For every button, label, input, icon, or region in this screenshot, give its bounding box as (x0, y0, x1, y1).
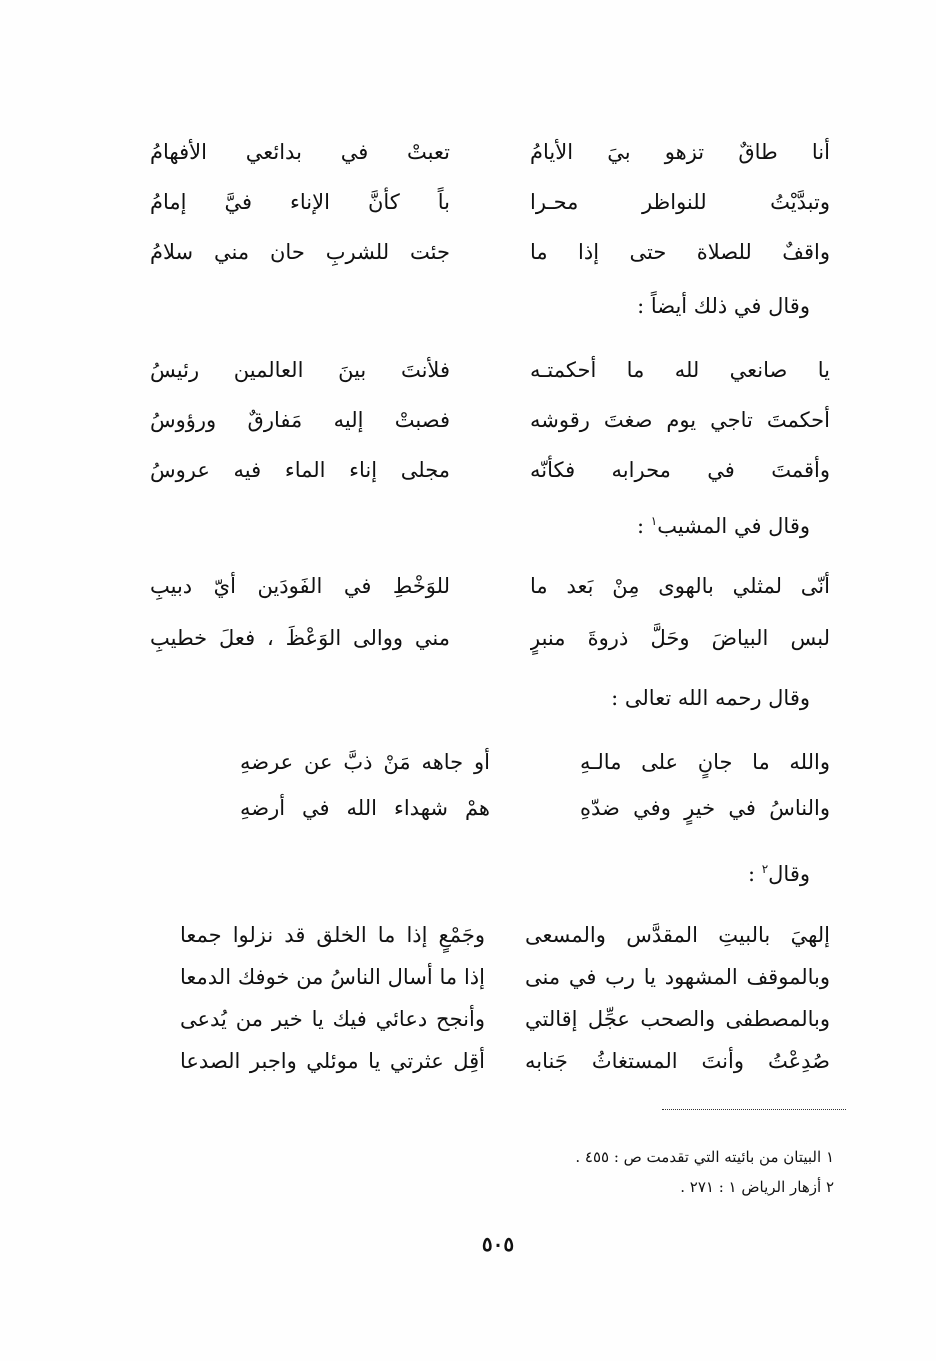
verse-line (130, 742, 830, 788)
verse-first-hemistich: وبالموقف المشهود يا رب في منى (525, 965, 830, 989)
verse-line (120, 1041, 830, 1083)
verse-second-hemistich: مجلى إناء الماء فيه عروسُ (150, 458, 450, 482)
intro-colon: : (747, 862, 762, 886)
verse-second-hemistich: مني ووالى الوَعْظَ ، فعلَ خطيبِ (150, 626, 450, 650)
verse-second-hemistich: وأنجح دعائي فيك يا خير من يُدعى (180, 1007, 485, 1031)
verse-first-hemistich: والله ما جانٍ على مالـهِ (580, 750, 830, 774)
verse-first-hemistich: أنّى لمثلي بالهوى مِنْ بَعد ما (530, 574, 830, 598)
verse-first-hemistich: أنا طاقٌ تزهو بيَ الأيامُ (530, 140, 830, 164)
verse-first-hemistich: يا صانعي لله ما أحكمتـه (530, 358, 830, 382)
verse-first-hemistich: لبس البياضَ وحَلَّ ذروةَ منبرٍ (530, 626, 830, 650)
verse-line (130, 232, 830, 282)
verse-line (130, 400, 830, 450)
verse-first-hemistich: وتبدَّيْتُ للنواظر محـرا (530, 190, 830, 214)
verse-line (120, 915, 830, 957)
verse-first-hemistich: وبالمصطفى والصحب عجِّل إقالتي (525, 1007, 830, 1031)
poem-4 (130, 742, 830, 838)
verse-second-hemistich: إذا ما أسال الناسُ من خوفك الدمعا (180, 965, 485, 989)
verse-line (130, 618, 830, 668)
verse-second-hemistich: فلأنتَ بينَ العالمين رئيسُ (150, 358, 450, 382)
verse-line (130, 182, 830, 232)
poem-3 (130, 566, 830, 668)
poem-1 (130, 132, 830, 282)
verse-first-hemistich: صُدِعْتُ وأنتَ المستغاثُ جَنابه (525, 1049, 830, 1073)
verse-second-hemistich: أو جاهه مَنْ ذبَّ عن عرضهِ (240, 750, 490, 774)
footnote-1: ١ البيتان من بائيته التي تقدمت ص : ٤٥٥ . (575, 1148, 834, 1166)
poem-intro: وقال في ذلك أيضاً : (637, 294, 810, 318)
intro-colon: : (636, 514, 651, 538)
verse-second-hemistich: تعبتْ في بدائعي الأفهامُ (150, 140, 450, 164)
poem-5 (120, 915, 830, 1083)
poem-intro (637, 505, 810, 542)
verse-second-hemistich: فصبتْ إليه مَفارقٌ ورؤوسُ (150, 408, 450, 432)
verse-second-hemistich: أقِل عثرتي يا موئلي واجبر الصدعا (180, 1049, 485, 1073)
footnote-separator (662, 1109, 846, 1110)
verse-second-hemistich: باً كأنَّ الإناء فيَّ إمامُ (150, 190, 450, 214)
verse-line (120, 999, 830, 1041)
poem-intro (748, 853, 810, 890)
verse-line (130, 350, 830, 400)
verse-line (130, 450, 830, 500)
verse-line (130, 132, 830, 182)
page-number: ٥٠٥ (481, 1232, 515, 1256)
verse-second-hemistich: جئت للشربِ حان مني سلامُ (150, 240, 450, 264)
verse-first-hemistich: واقفٌ للصلاة حتى إذا ما (530, 240, 830, 264)
verse-line (130, 788, 830, 838)
footnote-marker: ١ (650, 514, 658, 528)
verse-first-hemistich: إلهيَ بالبيتِ المقدَّس والمسعى (525, 923, 830, 947)
verse-second-hemistich: للوَخْطِ في الفَودَين أيّ دبيبِ (150, 574, 450, 598)
verse-first-hemistich: أحكمتَ تاجي يوم صغتَ رقوشه (530, 408, 830, 432)
verse-second-hemistich: همْ شهداء الله في أرضهِ (240, 796, 490, 820)
poem-intro: وقال رحمه الله تعالى : (611, 686, 810, 710)
poem-2 (130, 350, 830, 500)
verse-line (130, 566, 830, 618)
footnote-marker: ٢ (761, 862, 769, 876)
verse-line (120, 957, 830, 999)
verse-first-hemistich: والناسُ في خيرٍ وفي ضدّهِ (580, 796, 830, 820)
verse-first-hemistich: وأقمتَ في محرابه فكأنّه (530, 458, 830, 482)
intro-text: وقال (768, 862, 810, 886)
verse-second-hemistich: وجَمْعٍ إذا ما الخلق قد نزلوا جمعا (180, 923, 485, 947)
intro-text: وقال في المشيب (657, 514, 810, 538)
footnote-2: ٢ أزهار الرياض ١ : ٢٧١ . (680, 1178, 834, 1196)
